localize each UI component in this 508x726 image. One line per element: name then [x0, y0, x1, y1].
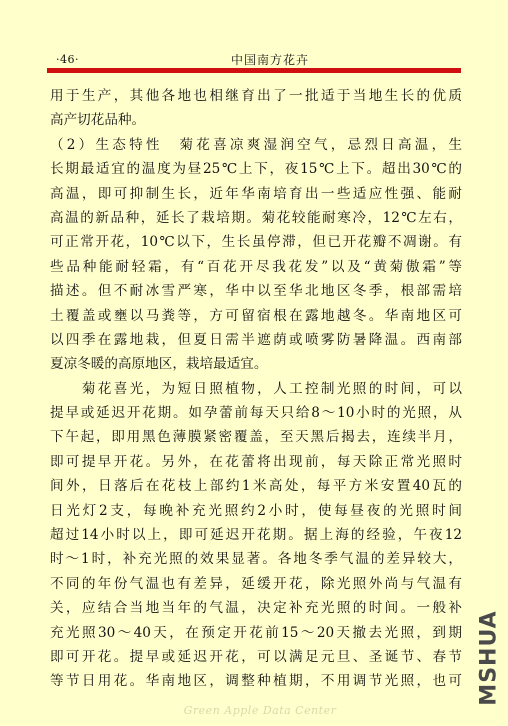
text-line: （2）生态特性 菊花喜凉爽湿润空气，忌烈日高温，生	[50, 136, 462, 153]
text-line: 描述。但不耐冰雪严寒，华中以至华北地区冬季，根部需培	[50, 283, 462, 300]
text-line: 可正常开花，10℃以下，生长虽停滞，但已开花瓣不凋谢。有	[50, 234, 462, 251]
text-line: 夏凉冬暖的高原地区，栽培最适宜。	[50, 356, 268, 373]
text-line: 间外，日落后在花枝上部约1米高处，每平方米安置40瓦的	[50, 478, 462, 495]
text-line: 关，应结合当地当年的气温，决定补充光照的时间。一般补	[50, 600, 462, 617]
text-line: 下午起，即用黑色薄膜紧密覆盖，至天黑后揭去，连续半月，	[50, 429, 462, 446]
side-watermark	[471, 598, 507, 718]
text-line: 长期最适宜的温度为昼25℃上下，夜15℃上下。超出30℃的	[50, 161, 462, 178]
text-line: 菊花喜光，为短日照植物，人工控制光照的时间，可以	[50, 380, 462, 397]
side-watermark-text: MSHUA	[476, 610, 502, 706]
text-line: 高温的新品种，延长了栽培期。菊花较能耐寒冷，12℃左右，	[50, 209, 462, 226]
text-line: 不同的年份气温也有差异，延缓开花，除光照外尚与气温有	[50, 575, 462, 592]
text-line: 充光照30～40天，在预定开花前15～20天撤去光照，到期	[50, 624, 462, 641]
header-rule	[47, 68, 461, 73]
text-line: 些品种能耐轻霜，有“百花开尽我花发”以及“黄菊傲霜”等	[50, 258, 462, 275]
text-line: 等节日用花。华南地区，调整种植期，不用调节光照，也可	[50, 673, 462, 690]
page-header	[0, 52, 508, 68]
book-title: 中国南方花卉	[230, 53, 309, 67]
text-line: 用于生产，其他各地也相继育出了一批适于当地生长的优质	[50, 88, 462, 104]
text-line: 提早或延迟开花期。如孕蕾前每天只给8～10小时的光照，从	[50, 405, 462, 422]
text-line: 高温，即可抑制生长，近年华南培育出一些适应性强、能耐	[50, 185, 462, 202]
text-line: 即可提早开花。另外，在花蕾将出现前，每天除正常光照时	[50, 453, 462, 470]
text-line: 日光灯2支，每晚补充光照约2小时，使每昼夜的光照时间	[50, 502, 462, 519]
text-line: 高产切花品种。	[50, 112, 146, 129]
body-text	[50, 84, 462, 694]
page-number: ·46·	[56, 53, 79, 66]
bottom-watermark: Green Apple Data Center	[183, 704, 337, 717]
text-line: 时～1时，补充光照的效果显著。各地冬季气温的差异较大，	[50, 551, 462, 568]
text-line: 以四季在露地栽，但夏日需半遮荫或喷雾防暑降温。西南部	[50, 331, 462, 348]
text-line: 超过14小时以上，即可延迟开花期。据上海的经验，午夜12	[50, 527, 462, 544]
text-line: 土覆盖或壅以马粪等，方可留宿根在露地越冬。华南地区可	[50, 307, 462, 324]
text-line: 即可开花。提早或延迟开花，可以满足元旦、圣诞节、春节	[50, 648, 462, 665]
